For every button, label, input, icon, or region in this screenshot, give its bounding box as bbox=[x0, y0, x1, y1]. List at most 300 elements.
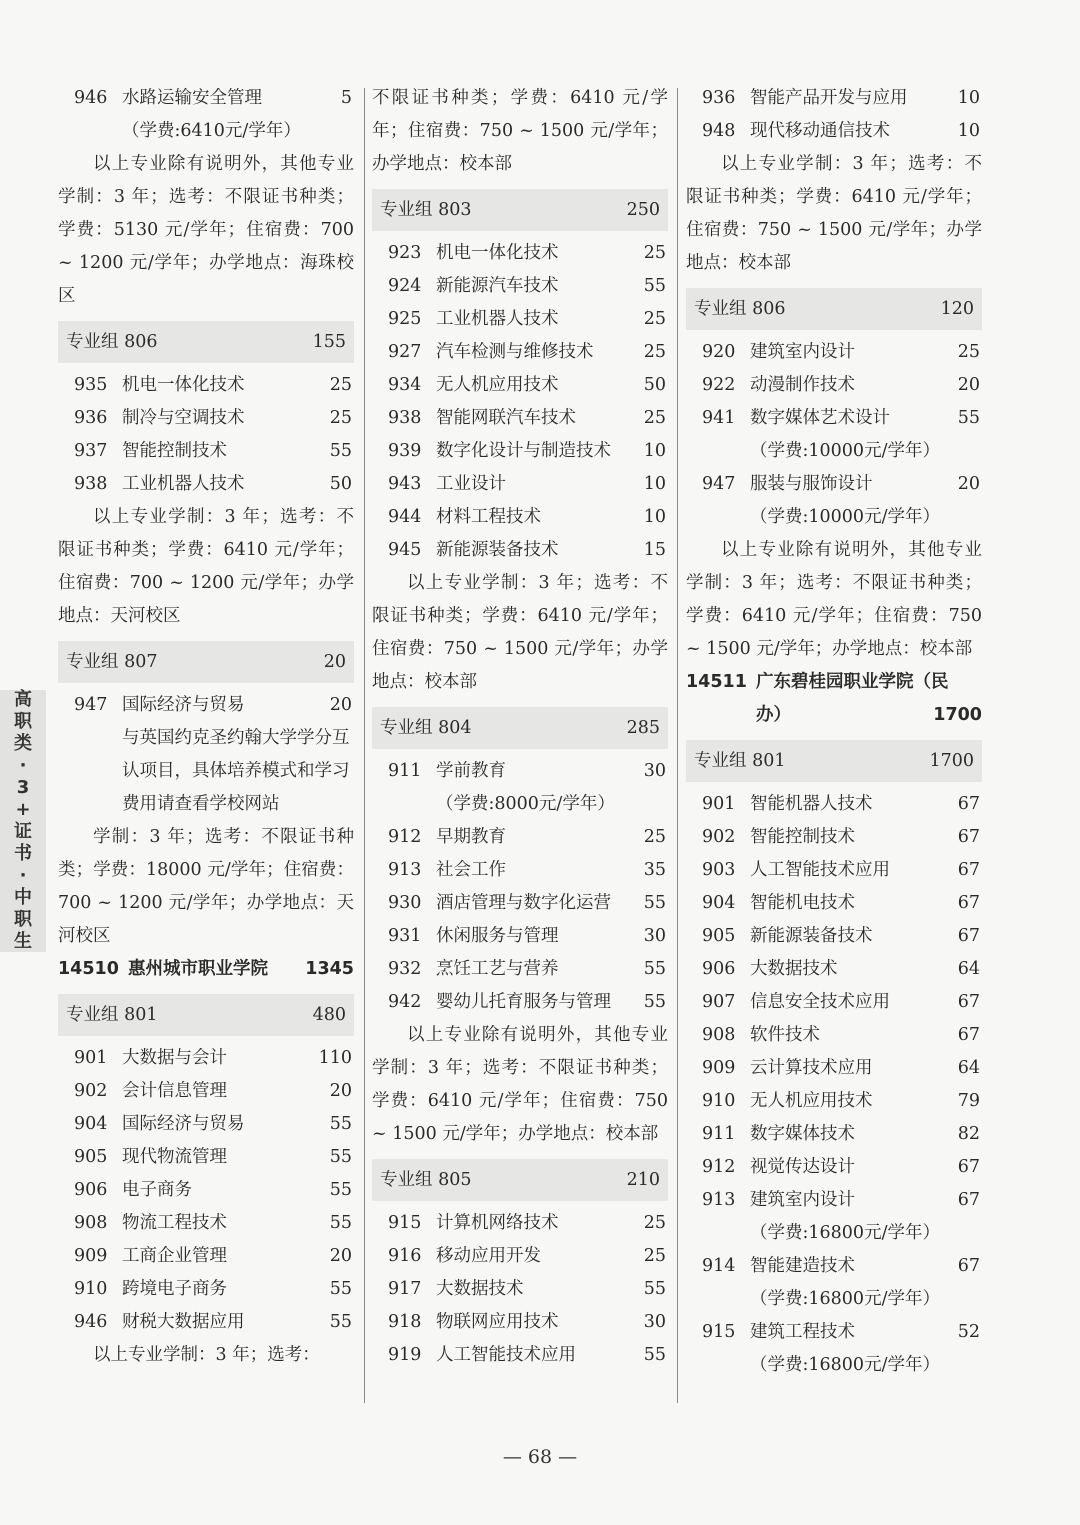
program-code: 918 bbox=[388, 1312, 422, 1332]
program-quota: 55 bbox=[957, 408, 980, 428]
program-name: 智能机电技术 bbox=[750, 893, 855, 913]
program-row bbox=[372, 534, 668, 567]
program-name: 数字媒体艺术设计 bbox=[750, 408, 890, 428]
program-row bbox=[58, 468, 354, 501]
program-row bbox=[686, 887, 982, 920]
group-label: 专业组 801 bbox=[694, 750, 786, 771]
program-code: 931 bbox=[388, 926, 422, 946]
program-note: （学费:16800元/学年） bbox=[750, 1289, 940, 1309]
program-name: 跨境电子商务 bbox=[122, 1279, 227, 1299]
program-name: 机电一体化技术 bbox=[436, 243, 559, 263]
program-code: 914 bbox=[702, 1256, 736, 1276]
program-row bbox=[58, 1141, 354, 1174]
side-tab-char: 中 bbox=[14, 887, 32, 908]
program-row bbox=[372, 435, 668, 468]
program-code: 911 bbox=[388, 761, 422, 781]
program-row bbox=[372, 920, 668, 953]
program-quota: 25 bbox=[643, 1213, 666, 1233]
program-code: 908 bbox=[702, 1025, 736, 1045]
program-quota: 67 bbox=[957, 1025, 980, 1045]
program-row bbox=[58, 1174, 354, 1207]
program-code: 923 bbox=[388, 243, 422, 263]
program-name: 智能产品开发与应用 bbox=[750, 88, 908, 108]
program-name: 人工智能技术应用 bbox=[436, 1345, 576, 1365]
program-code: 913 bbox=[702, 1190, 736, 1210]
program-code: 909 bbox=[702, 1058, 736, 1078]
program-note: （学费:6410元/学年） bbox=[122, 121, 301, 141]
program-quota: 50 bbox=[329, 474, 352, 494]
program-quota: 25 bbox=[643, 243, 666, 263]
program-row bbox=[372, 1273, 668, 1306]
program-quota: 52 bbox=[957, 1322, 980, 1342]
program-row bbox=[686, 788, 982, 821]
program-name: 工业设计 bbox=[436, 474, 506, 494]
program-code: 936 bbox=[74, 408, 108, 428]
program-note: （学费:16800元/学年） bbox=[750, 1223, 940, 1243]
program-note: （学费:8000元/学年） bbox=[436, 794, 615, 814]
program-row bbox=[372, 821, 668, 854]
program-quota: 50 bbox=[643, 375, 666, 395]
program-code: 942 bbox=[388, 992, 422, 1012]
program-row bbox=[686, 1085, 982, 1118]
program-name: 国际经济与贸易 bbox=[122, 1114, 245, 1134]
program-row bbox=[686, 821, 982, 854]
program-quota: 10 bbox=[957, 121, 980, 141]
program-quota: 25 bbox=[643, 342, 666, 362]
program-row bbox=[372, 402, 668, 435]
program-name: 财税大数据应用 bbox=[122, 1312, 245, 1332]
program-name: 软件技术 bbox=[750, 1025, 820, 1045]
side-tab bbox=[0, 690, 46, 952]
program-quota: 67 bbox=[957, 860, 980, 880]
program-quota: 25 bbox=[329, 408, 352, 428]
program-row bbox=[686, 402, 982, 435]
group-header bbox=[686, 740, 982, 782]
program-row bbox=[686, 854, 982, 887]
paragraph: 以上专业除有说明外，其他专业学制：3 年；选考：不限证书种类；学费：6410 元/学年；住宿费：750 ~ 1500 元/学年；办学地点：校本部 bbox=[372, 1025, 668, 1144]
program-row bbox=[372, 303, 668, 336]
program-row bbox=[686, 1151, 982, 1184]
program-name: 物流工程技术 bbox=[122, 1213, 227, 1233]
program-name: 数字媒体技术 bbox=[750, 1124, 855, 1144]
paragraph: 以上专业除有说明外，其他专业学制：3 年；选考：不限证书种类；学费：6410 元/学年；住宿费：750 ~ 1500 元/学年；办学地点：校本部 bbox=[686, 540, 982, 659]
program-quota: 82 bbox=[957, 1124, 980, 1144]
program-row bbox=[372, 1240, 668, 1273]
group-label: 专业组 807 bbox=[66, 651, 158, 672]
side-tab-char: · bbox=[19, 755, 27, 776]
program-row bbox=[58, 1108, 354, 1141]
side-tab-char: 3 bbox=[16, 777, 30, 798]
program-name: 现代物流管理 bbox=[122, 1147, 227, 1167]
program-name: 视觉传达设计 bbox=[750, 1157, 855, 1177]
program-code: 904 bbox=[74, 1114, 108, 1134]
program-quota: 20 bbox=[329, 1246, 352, 1266]
program-quota: 55 bbox=[643, 992, 666, 1012]
program-code: 912 bbox=[388, 827, 422, 847]
program-code: 902 bbox=[702, 827, 736, 847]
school-heading bbox=[58, 953, 354, 986]
program-name: 智能控制技术 bbox=[122, 441, 227, 461]
program-code: 937 bbox=[74, 441, 108, 461]
program-quota: 110 bbox=[318, 1048, 352, 1068]
program-code: 908 bbox=[74, 1213, 108, 1233]
program-quota: 64 bbox=[957, 1058, 980, 1078]
program-name: 建筑室内设计 bbox=[750, 1190, 855, 1210]
group-header bbox=[372, 707, 668, 749]
program-code: 936 bbox=[702, 88, 736, 108]
program-quota: 20 bbox=[329, 1081, 352, 1101]
program-quota: 55 bbox=[643, 276, 666, 296]
program-name: 建筑工程技术 bbox=[750, 1322, 855, 1342]
program-quota: 55 bbox=[329, 1312, 352, 1332]
program-quota: 25 bbox=[643, 1246, 666, 1266]
program-row bbox=[686, 336, 982, 369]
program-name: 大数据与会计 bbox=[122, 1048, 227, 1068]
program-quota: 25 bbox=[957, 342, 980, 362]
program-code: 903 bbox=[702, 860, 736, 880]
program-quota: 10 bbox=[643, 507, 666, 527]
program-name: 材料工程技术 bbox=[436, 507, 541, 527]
program-code: 922 bbox=[702, 375, 736, 395]
program-code: 907 bbox=[702, 992, 736, 1012]
side-tab-char: + bbox=[15, 799, 31, 820]
program-code: 910 bbox=[74, 1279, 108, 1299]
program-quota: 55 bbox=[329, 1147, 352, 1167]
program-quota: 30 bbox=[643, 761, 666, 781]
program-note: （学费:16800元/学年） bbox=[750, 1355, 940, 1375]
program-name: 国际经济与贸易 bbox=[122, 695, 245, 715]
group-header bbox=[372, 1159, 668, 1201]
program-row bbox=[686, 986, 982, 1019]
program-name: 智能机器人技术 bbox=[750, 794, 873, 814]
column-3 bbox=[686, 82, 982, 1382]
program-code: 924 bbox=[388, 276, 422, 296]
program-row bbox=[372, 986, 668, 1019]
program-quota: 55 bbox=[643, 893, 666, 913]
group-quota: 210 bbox=[626, 1169, 660, 1190]
paragraph: 以上专业学制：3 年；选考：不限证书种类；学费：6410 元/学年；住宿费：750 ~ 1500 元/学年；办学地点：校本部 bbox=[686, 154, 982, 273]
program-quota: 55 bbox=[643, 959, 666, 979]
program-row bbox=[686, 369, 982, 402]
program-name: 酒店管理与数字化运营 bbox=[436, 893, 611, 913]
program-code: 915 bbox=[702, 1322, 736, 1342]
program-row bbox=[686, 1184, 982, 1217]
program-name: 无人机应用技术 bbox=[436, 375, 559, 395]
paragraph: 以上专业学制：3 年；选考：不限证书种类；学费：6410 元/学年；住宿费：700 ~ 1200 元/学年；办学地点：天河校区 bbox=[58, 507, 354, 626]
school-code: 14511 bbox=[686, 672, 747, 692]
program-code: 913 bbox=[388, 860, 422, 880]
program-code: 946 bbox=[74, 88, 108, 108]
program-note: （学费:10000元/学年） bbox=[750, 441, 940, 461]
program-quota: 67 bbox=[957, 827, 980, 847]
program-note: （学费:10000元/学年） bbox=[750, 507, 940, 527]
group-quota: 285 bbox=[626, 717, 660, 738]
group-header bbox=[58, 321, 354, 363]
program-row bbox=[372, 501, 668, 534]
group-quota: 1700 bbox=[929, 750, 974, 771]
program-quota: 25 bbox=[643, 309, 666, 329]
program-code: 939 bbox=[388, 441, 422, 461]
group-quota: 155 bbox=[312, 331, 346, 352]
group-header bbox=[372, 189, 668, 231]
program-quota: 30 bbox=[643, 1312, 666, 1332]
program-name: 社会工作 bbox=[436, 860, 506, 880]
program-code: 905 bbox=[702, 926, 736, 946]
program-row bbox=[58, 1240, 354, 1273]
program-quota: 10 bbox=[957, 88, 980, 108]
program-row bbox=[58, 1207, 354, 1240]
program-name: 学前教育 bbox=[436, 761, 506, 781]
program-row bbox=[58, 82, 354, 115]
program-quota: 55 bbox=[329, 1279, 352, 1299]
group-label: 专业组 806 bbox=[66, 331, 158, 352]
program-name: 电子商务 bbox=[122, 1180, 192, 1200]
program-code: 906 bbox=[702, 959, 736, 979]
program-code: 917 bbox=[388, 1279, 422, 1299]
column-divider bbox=[677, 88, 678, 1403]
program-code: 948 bbox=[702, 121, 736, 141]
program-name: 工业机器人技术 bbox=[122, 474, 245, 494]
program-quota: 55 bbox=[643, 1345, 666, 1365]
program-row bbox=[372, 270, 668, 303]
program-code: 945 bbox=[388, 540, 422, 560]
group-label: 专业组 805 bbox=[380, 1169, 472, 1190]
program-name: 水路运输安全管理 bbox=[122, 88, 262, 108]
side-tab-char: 职 bbox=[14, 909, 32, 930]
side-tab-char: 证 bbox=[14, 821, 32, 842]
school-code: 14510 bbox=[58, 959, 119, 979]
program-name: 无人机应用技术 bbox=[750, 1091, 873, 1111]
program-row bbox=[372, 1339, 668, 1372]
program-name: 动漫制作技术 bbox=[750, 375, 855, 395]
program-name: 会计信息管理 bbox=[122, 1081, 227, 1101]
program-code: 916 bbox=[388, 1246, 422, 1266]
column-divider bbox=[364, 88, 365, 1403]
program-row bbox=[686, 1250, 982, 1283]
program-name: 新能源汽车技术 bbox=[436, 276, 559, 296]
program-code: 920 bbox=[702, 342, 736, 362]
program-row bbox=[58, 402, 354, 435]
program-quota: 30 bbox=[643, 926, 666, 946]
program-name: 数字化设计与制造技术 bbox=[436, 441, 611, 461]
program-quota: 20 bbox=[957, 474, 980, 494]
paragraph: 不限证书种类；学费：6410 元/学年；住宿费：750 ~ 1500 元/学年；办学地点：校本部 bbox=[372, 88, 668, 174]
program-code: 941 bbox=[702, 408, 736, 428]
program-name: 大数据技术 bbox=[750, 959, 838, 979]
program-name: 智能控制技术 bbox=[750, 827, 855, 847]
program-code: 925 bbox=[388, 309, 422, 329]
program-name: 新能源装备技术 bbox=[750, 926, 873, 946]
side-tab-char: · bbox=[19, 865, 27, 886]
program-row bbox=[686, 920, 982, 953]
program-row bbox=[686, 1316, 982, 1349]
program-name: 人工智能技术应用 bbox=[750, 860, 890, 880]
program-quota: 55 bbox=[329, 441, 352, 461]
program-code: 905 bbox=[74, 1147, 108, 1167]
program-code: 932 bbox=[388, 959, 422, 979]
program-code: 934 bbox=[388, 375, 422, 395]
group-label: 专业组 803 bbox=[380, 199, 472, 220]
program-row bbox=[372, 336, 668, 369]
program-name: 制冷与空调技术 bbox=[122, 408, 245, 428]
program-row bbox=[372, 887, 668, 920]
group-header bbox=[58, 641, 354, 683]
side-tab-char: 类 bbox=[14, 733, 32, 754]
program-code: 912 bbox=[702, 1157, 736, 1177]
group-quota: 120 bbox=[940, 298, 974, 319]
paragraph: 以上专业学制：3 年；选考：不限证书种类；学费：6410 元/学年；住宿费：750 ~ 1500 元/学年；办学地点：校本部 bbox=[372, 573, 668, 692]
program-name: 工商企业管理 bbox=[122, 1246, 227, 1266]
program-name: 服装与服饰设计 bbox=[750, 474, 873, 494]
school-quota: 1345 bbox=[305, 959, 354, 979]
side-tab-char: 书 bbox=[14, 843, 32, 864]
program-row bbox=[58, 1075, 354, 1108]
group-header bbox=[686, 288, 982, 330]
group-label: 专业组 801 bbox=[66, 1004, 158, 1025]
program-name: 智能网联汽车技术 bbox=[436, 408, 576, 428]
program-note: 与英国约克圣约翰大学学分互认项目，具体培养模式和学习费用请查看学校网站 bbox=[122, 728, 350, 814]
program-row bbox=[58, 435, 354, 468]
program-quota: 67 bbox=[957, 1190, 980, 1210]
program-quota: 10 bbox=[643, 474, 666, 494]
program-code: 947 bbox=[74, 695, 108, 715]
program-code: 901 bbox=[74, 1048, 108, 1068]
group-label: 专业组 804 bbox=[380, 717, 472, 738]
program-row bbox=[58, 689, 354, 722]
program-row bbox=[686, 468, 982, 501]
group-quota: 480 bbox=[312, 1004, 346, 1025]
program-quota: 15 bbox=[643, 540, 666, 560]
program-code: 902 bbox=[74, 1081, 108, 1101]
side-tab-char: 高 bbox=[14, 689, 32, 710]
program-quota: 55 bbox=[329, 1114, 352, 1134]
program-row bbox=[686, 115, 982, 148]
program-name: 智能建造技术 bbox=[750, 1256, 855, 1276]
program-code: 938 bbox=[388, 408, 422, 428]
program-quota: 5 bbox=[340, 88, 352, 108]
program-quota: 67 bbox=[957, 992, 980, 1012]
program-code: 927 bbox=[388, 342, 422, 362]
program-quota: 25 bbox=[643, 408, 666, 428]
program-code: 947 bbox=[702, 474, 736, 494]
program-quota: 20 bbox=[957, 375, 980, 395]
page-number: — 68 — bbox=[502, 1446, 578, 1468]
program-name: 烹饪工艺与营养 bbox=[436, 959, 559, 979]
column-2 bbox=[372, 82, 668, 1372]
program-quota: 55 bbox=[643, 1279, 666, 1299]
group-quota: 250 bbox=[626, 199, 660, 220]
program-name: 移动应用开发 bbox=[436, 1246, 541, 1266]
program-quota: 35 bbox=[643, 860, 666, 880]
school-name: 惠州城市职业学院 bbox=[128, 959, 268, 979]
program-row bbox=[372, 1207, 668, 1240]
program-code: 915 bbox=[388, 1213, 422, 1233]
program-quota: 20 bbox=[329, 695, 352, 715]
program-row bbox=[58, 1306, 354, 1339]
program-name: 云计算技术应用 bbox=[750, 1058, 873, 1078]
paragraph: 以上专业除有说明外，其他专业学制：3 年；选考：不限证书种类；学费：5130 元/学年；住宿费：700 ~ 1200 元/学年；办学地点：海珠校区 bbox=[58, 154, 354, 306]
column-1 bbox=[58, 82, 354, 1372]
program-quota: 64 bbox=[957, 959, 980, 979]
program-row bbox=[372, 1306, 668, 1339]
program-quota: 79 bbox=[957, 1091, 980, 1111]
program-name: 休闲服务与管理 bbox=[436, 926, 559, 946]
program-quota: 67 bbox=[957, 794, 980, 814]
program-quota: 67 bbox=[957, 926, 980, 946]
group-label: 专业组 806 bbox=[694, 298, 786, 319]
program-code: 930 bbox=[388, 893, 422, 913]
program-name: 建筑室内设计 bbox=[750, 342, 855, 362]
program-code: 935 bbox=[74, 375, 108, 395]
group-header bbox=[58, 994, 354, 1036]
program-name: 信息安全技术应用 bbox=[750, 992, 890, 1012]
program-row bbox=[58, 369, 354, 402]
program-name: 计算机网络技术 bbox=[436, 1213, 559, 1233]
program-code: 946 bbox=[74, 1312, 108, 1332]
program-row bbox=[372, 755, 668, 788]
program-code: 938 bbox=[74, 474, 108, 494]
program-row bbox=[372, 953, 668, 986]
program-row bbox=[372, 468, 668, 501]
program-quota: 55 bbox=[329, 1180, 352, 1200]
program-code: 943 bbox=[388, 474, 422, 494]
program-code: 919 bbox=[388, 1345, 422, 1365]
program-quota: 25 bbox=[643, 827, 666, 847]
school-heading bbox=[686, 666, 982, 732]
school-name: 广东碧桂园职业学院（民 bbox=[756, 672, 949, 692]
program-name: 机电一体化技术 bbox=[122, 375, 245, 395]
program-code: 901 bbox=[702, 794, 736, 814]
program-quota: 10 bbox=[643, 441, 666, 461]
program-name: 大数据技术 bbox=[436, 1279, 524, 1299]
program-row bbox=[686, 953, 982, 986]
program-row bbox=[686, 1052, 982, 1085]
program-name: 物联网应用技术 bbox=[436, 1312, 559, 1332]
paragraph: 以上专业学制：3 年；选考： bbox=[93, 1345, 320, 1365]
program-row bbox=[58, 1273, 354, 1306]
program-row bbox=[58, 1042, 354, 1075]
program-row bbox=[372, 854, 668, 887]
program-quota: 67 bbox=[957, 893, 980, 913]
program-row bbox=[686, 82, 982, 115]
program-row bbox=[686, 1118, 982, 1151]
program-name: 汽车检测与维修技术 bbox=[436, 342, 594, 362]
program-code: 909 bbox=[74, 1246, 108, 1266]
program-name: 婴幼儿托育服务与管理 bbox=[436, 992, 611, 1012]
program-row bbox=[372, 237, 668, 270]
program-code: 906 bbox=[74, 1180, 108, 1200]
program-quota: 67 bbox=[957, 1256, 980, 1276]
group-quota: 20 bbox=[323, 651, 346, 672]
school-name-cont: 办） bbox=[756, 705, 791, 725]
program-code: 911 bbox=[702, 1124, 736, 1144]
program-quota: 25 bbox=[329, 375, 352, 395]
program-quota: 67 bbox=[957, 1157, 980, 1177]
program-name: 现代移动通信技术 bbox=[750, 121, 890, 141]
program-quota: 55 bbox=[329, 1213, 352, 1233]
side-tab-char: 生 bbox=[14, 931, 32, 952]
program-row bbox=[686, 1019, 982, 1052]
program-code: 944 bbox=[388, 507, 422, 527]
side-tab-char: 职 bbox=[14, 711, 32, 732]
program-code: 904 bbox=[702, 893, 736, 913]
program-row bbox=[372, 369, 668, 402]
program-name: 早期教育 bbox=[436, 827, 506, 847]
paragraph: 学制：3 年；选考：不限证书种类；学费：18000 元/学年；住宿费：700 ~ 1200 元/学年；办学地点：天河校区 bbox=[58, 827, 354, 946]
program-name: 工业机器人技术 bbox=[436, 309, 559, 329]
program-code: 910 bbox=[702, 1091, 736, 1111]
program-name: 新能源装备技术 bbox=[436, 540, 559, 560]
